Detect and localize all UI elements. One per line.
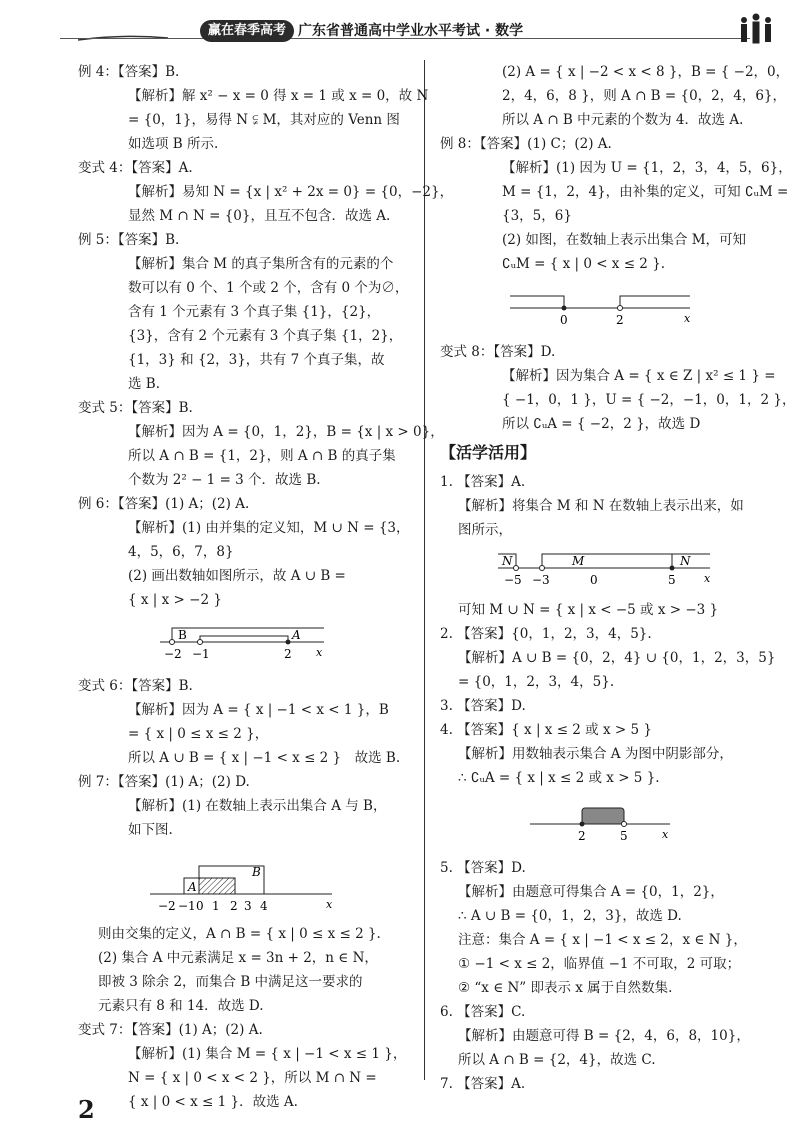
- text-line: 【解析】易知 N = {x | x² + 2x = 0} = {0，−2}，: [128, 184, 454, 200]
- text-line: {3}，含有 2 个元素有 3 个真子集 {1，2}，: [128, 328, 403, 344]
- fig4-tick: −3: [532, 573, 550, 587]
- text-line: 注意：集合 A = { x | −1 < x ≤ 2，x ∈ N }，: [458, 932, 747, 948]
- text-line: 2，4，6，8 }，则 A ∩ B = {0，2，4，6}，: [502, 88, 787, 104]
- text-line: ① −1 < x ≤ 2，临界值 −1 不可取，2 可取；: [458, 956, 741, 972]
- text-line: 例 5：【答案】B.: [78, 232, 180, 248]
- text-line: (2) 集合 A 中元素满足 x = 3n + 2，n ∈ N，: [98, 950, 378, 966]
- fig2-tick: 2: [230, 899, 238, 913]
- fig1-label: A: [292, 628, 301, 642]
- text-line: ② “x ∈ N” 即表示 x 属于自然数集.: [458, 980, 673, 996]
- text-line: 例 7：【答案】(1) A；(2) D.: [78, 774, 250, 790]
- text-line: 例 4：【答案】B.: [78, 64, 180, 80]
- fig2-tick: −2: [158, 899, 176, 913]
- text-line: {3，5，6}: [502, 208, 572, 224]
- text-line: 【解析】集合 M 的真子集所含有的元素的个: [128, 256, 394, 272]
- text-line: 【解析】因为集合 A = { x ∈ Z | x² ≤ 1 } =: [502, 368, 776, 384]
- text-line: 5. 【答案】D.: [440, 860, 526, 876]
- text-line: { x | 0 < x ≤ 1 }．故选 A.: [128, 1094, 298, 1110]
- text-line: N = { x | 0 < x < 2 }，所以 M ∩ N =: [128, 1070, 377, 1086]
- fig2-label: B: [252, 865, 261, 879]
- text-line: 4，5，6，7，8}: [128, 544, 234, 560]
- fig2-tick: 0: [196, 899, 204, 913]
- text-line: ∴ A ∪ B = {0，1，2，3}，故选 D.: [458, 908, 682, 924]
- number-line-figure-5: [440, 790, 778, 848]
- text-line: ∁ᵤM = { x | 0 < x ≤ 2 }.: [502, 256, 666, 272]
- fig1-tick: 2: [284, 647, 292, 661]
- text-line: 所以 A ∩ B = {2，4}，故选 C.: [458, 1052, 656, 1068]
- right-column: [440, 60, 796, 1096]
- fig4-label: N: [502, 554, 513, 568]
- text-line: 显然 M ∩ N = {0}，且互不包含．故选 A.: [128, 208, 391, 224]
- fig1-tick: −1: [192, 647, 210, 661]
- text-line: 所以 A ∪ B = { x | −1 < x ≤ 2 } 故选 B.: [128, 750, 401, 766]
- text-line: 变式 8：【答案】D.: [440, 344, 556, 360]
- fig4-tick: 0: [590, 573, 598, 587]
- text-line: 【解析】因为 A = {0，1，2}，B = {x | x > 0}，: [128, 424, 444, 440]
- text-line: 【解析】(1) 由并集的定义知，M ∪ N = {3，: [128, 520, 410, 536]
- text-line: 变式 5：【答案】B.: [78, 400, 193, 416]
- text-line: 【解析】(1) 集合 M = { x | −1 < x ≤ 1 }，: [128, 1046, 407, 1062]
- text-line: 所以 ∁ᵤA = { −2，2 }，故选 D: [502, 416, 701, 432]
- text-line: 【解析】用数轴表示集合 A 为图中阴影部分，: [458, 746, 733, 762]
- text-line: 数可以有 0 个、1 个或 2 个，含有 0 个为∅，: [128, 280, 409, 296]
- text-line: 则由交集的定义，A ∩ B = { x | 0 ≤ x ≤ 2 }.: [98, 926, 381, 942]
- text-line: 变式 6：【答案】B.: [78, 678, 193, 694]
- fig2-tick: 4: [260, 899, 268, 913]
- fig4-tick: 5: [668, 573, 676, 587]
- column-divider: [424, 60, 425, 1080]
- text-line: 如下图.: [128, 822, 173, 838]
- fig1-tick: x: [316, 646, 323, 659]
- number-line-figure-4: [440, 542, 778, 590]
- text-line: 【解析】A ∪ B = {0，2，4} ∪ {0，1，2，3，5}: [458, 650, 776, 666]
- number-line-figure-2: [78, 842, 414, 914]
- text-line: 个数为 2² − 1 = 3 个．故选 B.: [128, 472, 321, 488]
- text-line: = {0，1，2，3，4，5}.: [458, 674, 615, 690]
- text-line: 7. 【答案】A.: [440, 1076, 526, 1092]
- text-line: 【解析】(1) 在数轴上表示出集合 A 与 B，: [128, 798, 387, 814]
- number-line-figure-1: [78, 612, 414, 666]
- fig4-label: N: [680, 554, 691, 568]
- text-line: 3. 【答案】D.: [440, 698, 526, 714]
- text-line: = {0，1}，易得 N ⫋ M，其对应的 Venn 图: [128, 112, 400, 128]
- text-line: 即被 3 除余 2，而集合 B 中满足这一要求的: [98, 974, 363, 990]
- fig4-tick: x: [704, 572, 711, 585]
- text-line: { x | x > −2 }: [128, 592, 222, 608]
- fig3-tick: x: [684, 312, 691, 325]
- brand-badge: 赢在春季高考: [200, 20, 294, 42]
- fig1-tick: −2: [164, 647, 182, 661]
- fig3-tick: 0: [560, 313, 568, 327]
- header-title: 广东省普通高中学业水平考试 · 数学: [298, 23, 524, 39]
- text-line: 变式 4：【答案】A.: [78, 160, 193, 176]
- fig5-tick: 5: [620, 829, 628, 843]
- text-line: 变式 7：【答案】(1) A；(2) A.: [78, 1022, 263, 1038]
- people-icon: [736, 12, 776, 48]
- text-line: 2. 【答案】{0，1，2，3，4，5}.: [440, 626, 652, 642]
- text-line: 1. 【答案】A.: [440, 474, 526, 490]
- text-line: 【解析】由题意可得 B = {2，4，6，8，10}，: [458, 1028, 750, 1044]
- fig2-tick: −1: [178, 899, 196, 913]
- text-line: 图所示，: [458, 522, 512, 538]
- left-column: [78, 60, 454, 1114]
- fig2-label: A: [188, 880, 197, 894]
- number-line-figure-3: [440, 276, 778, 332]
- text-line: 含有 1 个元素有 3 个真子集 {1}，{2}，: [128, 304, 381, 320]
- fig4-tick: −5: [504, 573, 522, 587]
- fig5-tick: x: [662, 828, 669, 841]
- text-line: M = {1，2，4}，由补集的定义，可知 ∁ᵤM =: [502, 184, 789, 200]
- text-line: = { x | 0 ≤ x ≤ 2 }，: [128, 726, 269, 742]
- text-line: 可知 M ∪ N = { x | x < −5 或 x > −3 }: [458, 602, 719, 618]
- text-line: (2) 画出数轴如图所示，故 A ∪ B =: [128, 568, 346, 584]
- text-line: 所以 A ∩ B = {1，2}，则 A ∩ B 的真子集: [128, 448, 396, 464]
- section-title: 【活学活用】: [440, 443, 537, 462]
- text-line: 【解析】因为 A = { x | −1 < x < 1 }，B: [128, 702, 389, 718]
- text-line: 元素只有 8 和 14．故选 D.: [98, 998, 264, 1014]
- fig4-label: M: [572, 554, 585, 568]
- text-line: 【解析】(1) 因为 U = {1，2，3，4，5，6}，: [502, 160, 792, 176]
- text-line: ∴ ∁ᵤA = { x | x ≤ 2 或 x > 5 }.: [458, 770, 660, 786]
- page-number: 2: [78, 1095, 95, 1124]
- text-line: 选 B.: [128, 376, 161, 392]
- text-line: 【解析】由题意可得集合 A = {0，1，2}，: [458, 884, 724, 900]
- text-line: 【解析】将集合 M 和 N 在数轴上表示出来，如: [458, 498, 744, 514]
- text-line: 所以 A ∩ B 中元素的个数为 4．故选 A.: [502, 112, 744, 128]
- text-line: 【解析】解 x² − x = 0 得 x = 1 或 x = 0，故 N: [128, 88, 429, 104]
- text-line: 如选项 B 所示.: [128, 136, 219, 152]
- text-line: {1，3} 和 {2，3}，共有 7 个真子集，故: [128, 352, 385, 368]
- page-header: [60, 12, 780, 52]
- text-line: 4. 【答案】{ x | x ≤ 2 或 x > 5 }: [440, 722, 652, 738]
- fig2-tick: 1: [212, 899, 220, 913]
- text-line: { −1，0，1 }，U = { −2，−1，0，1，2 }，: [502, 392, 796, 408]
- text-line: (2) 如图，在数轴上表示出集合 M，可知: [502, 232, 747, 248]
- text-line: 例 8：【答案】(1) C；(2) A.: [440, 136, 612, 152]
- text-line: 6. 【答案】C.: [440, 1004, 526, 1020]
- fig5-tick: 2: [578, 829, 586, 843]
- text-line: 例 6：【答案】(1) A；(2) A.: [78, 496, 250, 512]
- text-line: (2) A = { x | −2 < x < 8 }，B = { −2，0，: [502, 64, 790, 80]
- fig1-label: B: [178, 628, 187, 642]
- fig2-tick: x: [326, 898, 333, 911]
- fig3-tick: 2: [616, 313, 624, 327]
- fig2-tick: 3: [244, 899, 252, 913]
